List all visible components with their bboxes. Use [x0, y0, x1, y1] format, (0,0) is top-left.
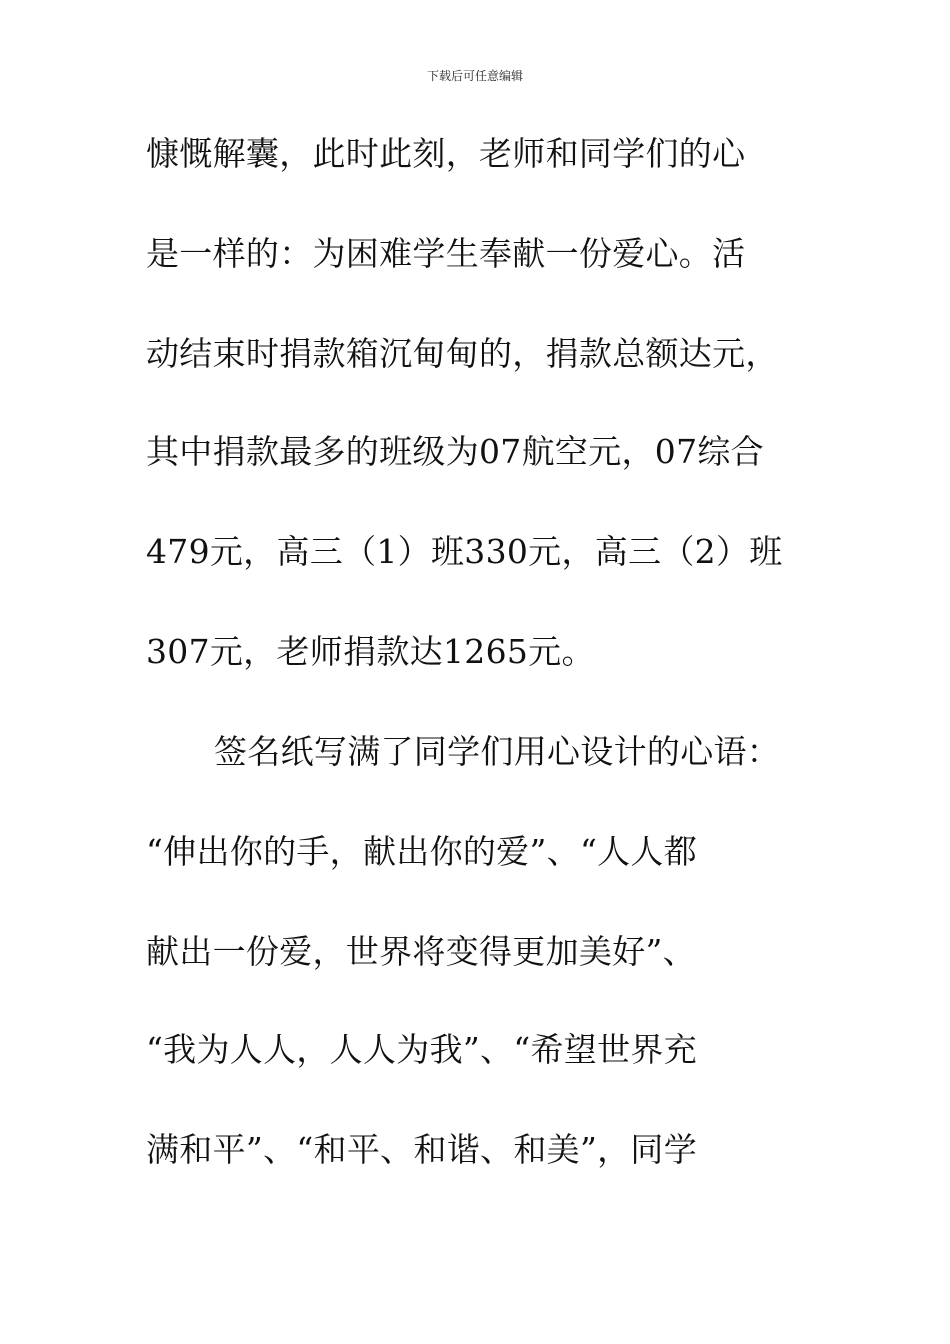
text-line-2: 是一样的：为困难学生奉献一份爱心。活: [146, 234, 746, 273]
text-line-8: “伸出你的手，献出你的爱”、“人人都: [146, 832, 698, 871]
text-line-4: 其中捐款最多的班级为07航空元，07综合: [146, 432, 764, 471]
text-line-6: 307元，老师捐款达1265元。: [146, 632, 595, 671]
paragraph-start-line: 签名纸写满了同学们用心设计的心语：: [214, 732, 781, 771]
page-header: 下载后可任意编辑: [426, 69, 523, 83]
text-line-1: 慷慨解囊，此时此刻，老师和同学们的心: [146, 134, 746, 173]
text-line-9: 献出一份爱，世界将变得更加美好”、: [146, 932, 696, 971]
text-line-3: 动结束时捐款箱沉甸甸的，捐款总额达元，: [146, 334, 779, 373]
text-line-11: 满和平”、“和平、和谐、和美”，同学: [146, 1130, 698, 1169]
text-line-10: “我为人人，人人为我”、“希望世界充: [146, 1030, 698, 1069]
text-line-5: 479元，高三（1）班330元，高三（2）班: [146, 532, 783, 571]
